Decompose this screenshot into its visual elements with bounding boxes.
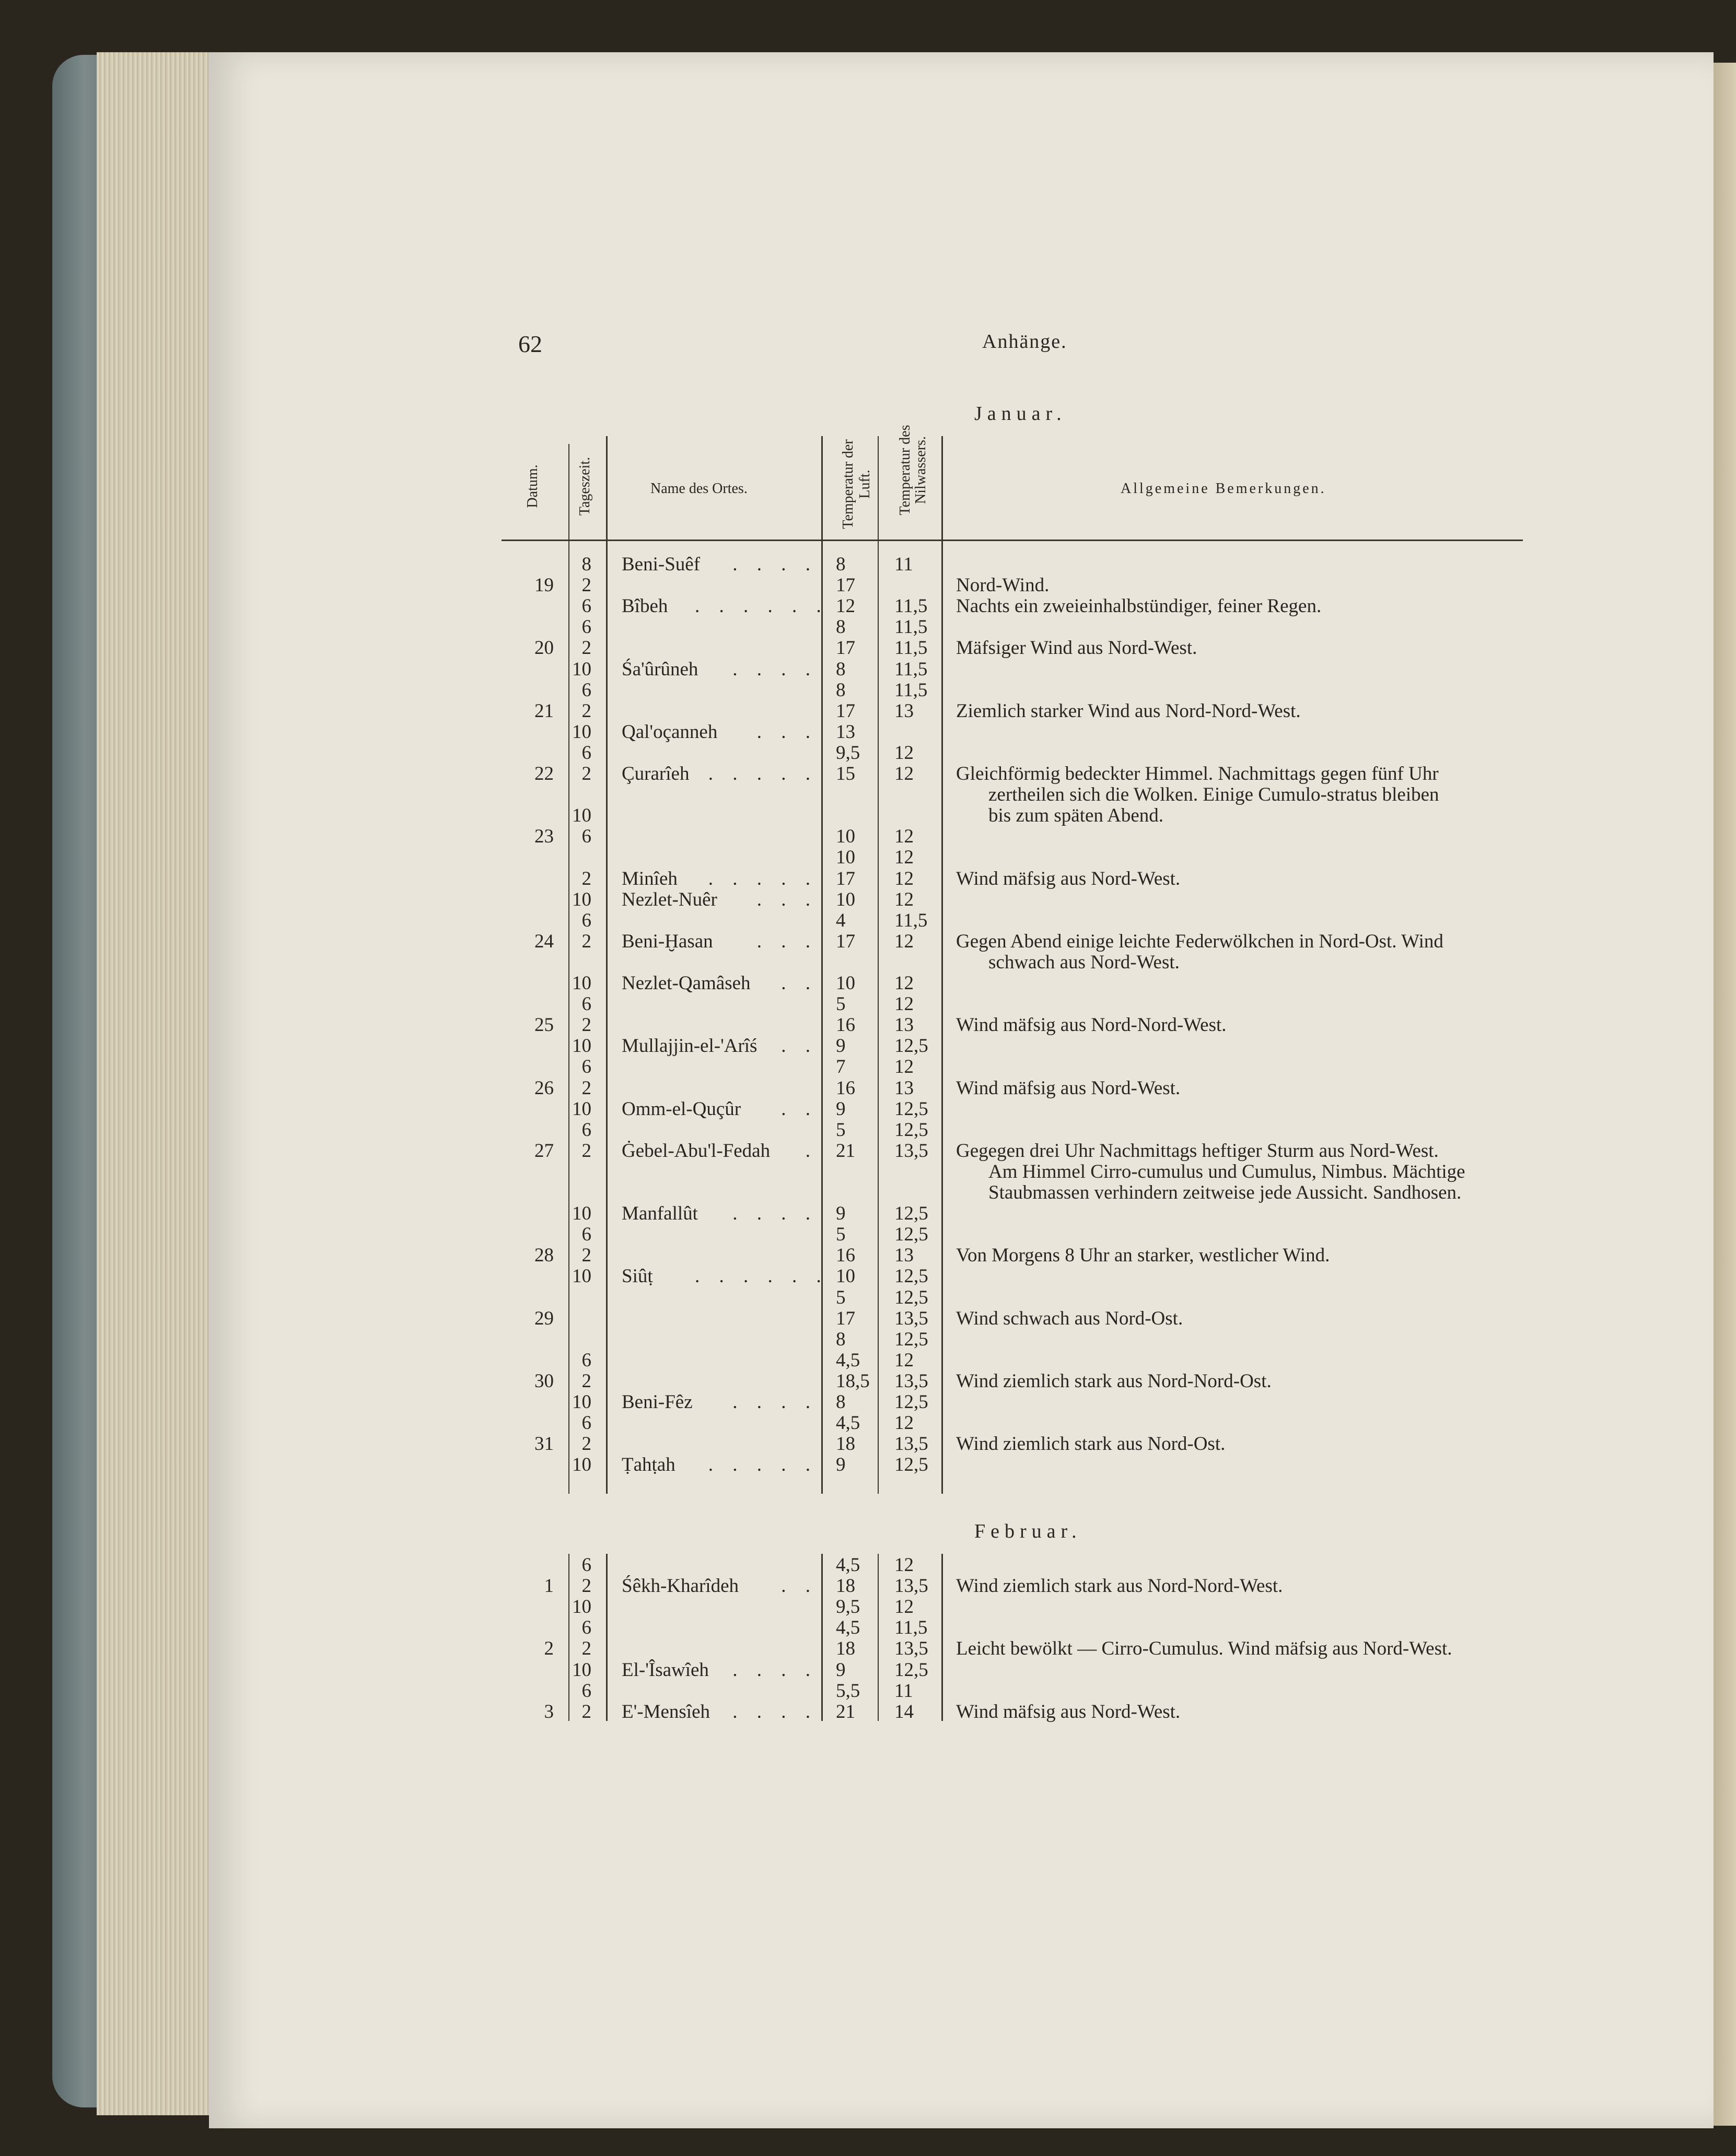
col-header-nil: Temperatur des Nilwassers. — [897, 425, 929, 515]
cell-tageszeit: 10 — [572, 1454, 591, 1476]
cell-temp-luft: 17 — [836, 700, 855, 722]
cell-leader-dots: . . . — [756, 888, 818, 910]
table-row — [0, 1099, 1736, 1119]
table-row — [0, 1141, 1736, 1161]
cell-bemerkung: bis zum späten Abend. — [988, 805, 1164, 827]
table-row — [0, 1183, 1736, 1203]
cell-bemerkung: schwach aus Nord-West. — [988, 951, 1180, 973]
cell-temp-luft: 4,5 — [836, 1617, 860, 1639]
cell-bemerkung: Wind ziemlich stark aus Nord-Nord-Ost. — [956, 1370, 1272, 1392]
cell-ort: Beni-Suêf — [622, 554, 701, 575]
cell-tageszeit: 10 — [572, 888, 591, 910]
table-row — [0, 1702, 1736, 1722]
cell-tageszeit: 8 — [581, 554, 591, 575]
cell-temp-luft: 17 — [836, 637, 855, 659]
cell-tageszeit: 6 — [581, 1056, 591, 1078]
cell-datum: 19 — [534, 575, 554, 596]
cell-bemerkung: Wind mäfsig aus Nord-West. — [956, 1077, 1181, 1099]
cell-temp-luft: 10 — [836, 972, 855, 994]
table-row — [0, 1392, 1736, 1412]
cell-bemerkung: Wind ziemlich stark aus Nord-Ost. — [956, 1433, 1226, 1455]
table-row — [0, 785, 1736, 805]
cell-temp-nil: 12 — [894, 826, 914, 848]
table-row — [0, 1576, 1736, 1596]
table-row — [0, 1057, 1736, 1077]
table-row — [0, 701, 1736, 721]
table-row — [0, 1597, 1736, 1617]
cell-tageszeit: 2 — [581, 1014, 591, 1036]
cell-leader-dots: . . — [781, 1575, 818, 1597]
cell-temp-luft: 7 — [836, 1056, 846, 1078]
cell-temp-luft: 9,5 — [836, 1596, 860, 1618]
table-row — [0, 1267, 1736, 1286]
cell-tageszeit: 6 — [581, 679, 591, 701]
cell-temp-luft: 17 — [836, 1307, 855, 1329]
cell-temp-nil: 12 — [894, 742, 914, 764]
cell-ort: Ṭahṭah — [622, 1454, 675, 1476]
cell-temp-nil: 13 — [894, 1077, 914, 1099]
cell-ort: Manfallût — [622, 1203, 698, 1225]
table-row — [0, 1455, 1736, 1475]
cell-bemerkung: Gleichförmig bedeckter Himmel. Nachmittags gegen fünf Uhr — [956, 763, 1439, 784]
cell-tageszeit: 2 — [581, 930, 591, 952]
table-row — [0, 1351, 1736, 1370]
table-row — [0, 1079, 1736, 1098]
table-row — [0, 974, 1736, 993]
cell-datum: 20 — [534, 637, 554, 659]
cell-leader-dots: . . — [781, 1098, 818, 1120]
cell-bemerkung: Gegegen drei Uhr Nachmittags heftiger Sturm aus Nord-West. — [956, 1140, 1439, 1162]
cell-temp-nil: 11,5 — [894, 658, 928, 680]
cell-temp-luft: 18,5 — [836, 1370, 870, 1392]
cell-ort: Mullajjin-el-'Arîś — [622, 1035, 758, 1057]
cell-temp-luft: 4 — [836, 909, 846, 931]
table-row — [0, 1434, 1736, 1454]
table-row — [0, 1120, 1736, 1140]
col-header-luft: Temperatur der Luft. — [840, 439, 873, 529]
cell-leader-dots: . . — [781, 972, 818, 994]
cell-bemerkung: Mäfsiger Wind aus Nord-West. — [956, 637, 1197, 659]
cell-tageszeit: 6 — [581, 1680, 591, 1702]
cell-tageszeit: 6 — [581, 616, 591, 638]
table-row — [0, 1309, 1736, 1329]
cell-temp-luft: 4,5 — [836, 1412, 860, 1434]
cell-tageszeit: 10 — [572, 658, 591, 680]
cell-tageszeit: 10 — [572, 1203, 591, 1225]
cell-datum: 27 — [534, 1140, 554, 1162]
cell-temp-nil: 12,5 — [894, 1391, 928, 1413]
cell-temp-luft: 17 — [836, 575, 855, 596]
cell-temp-luft: 13 — [836, 721, 855, 743]
cell-temp-nil: 14 — [894, 1701, 914, 1723]
cell-bemerkung: Von Morgens 8 Uhr an starker, westlicher Wind. — [956, 1245, 1330, 1267]
cell-temp-luft: 18 — [836, 1638, 855, 1660]
cell-bemerkung: Staubmassen verhindern zeitweise jede Aussicht. Sandhosen. — [988, 1182, 1462, 1203]
cell-temp-luft: 5 — [836, 1119, 846, 1141]
cell-ort: Bîbeh — [622, 595, 668, 617]
table-row — [0, 555, 1736, 575]
cell-leader-dots: . . . . . — [708, 1454, 818, 1476]
cell-temp-nil: 12 — [894, 1056, 914, 1078]
cell-temp-luft: 5 — [836, 1224, 846, 1246]
cell-leader-dots: . . . . . . — [695, 1266, 829, 1287]
cell-temp-nil: 13 — [894, 700, 914, 722]
cell-ort: Nezlet-Nuêr — [622, 888, 717, 910]
cell-ort: Ġebel-Abu'l-Fedah — [622, 1140, 771, 1162]
cell-bemerkung: Wind mäfsig aus Nord-West. — [956, 868, 1181, 889]
table-row — [0, 596, 1736, 616]
table-row — [0, 1162, 1736, 1182]
cell-temp-nil: 11 — [894, 554, 913, 575]
table-row — [0, 911, 1736, 931]
cell-temp-nil: 11,5 — [894, 679, 928, 701]
cell-tageszeit: 6 — [581, 742, 591, 764]
cell-temp-nil: 11,5 — [894, 595, 928, 617]
table-row — [0, 722, 1736, 742]
cell-leader-dots: . . . . — [732, 1701, 818, 1723]
cell-ort: Beni-Ḫasan — [622, 930, 713, 952]
cell-tageszeit: 10 — [572, 1596, 591, 1618]
cell-temp-luft: 8 — [836, 554, 846, 575]
cell-ort: Qal'oçanneh — [622, 721, 718, 743]
cell-leader-dots: . . . . — [732, 1659, 818, 1681]
cell-tageszeit: 2 — [581, 1077, 591, 1099]
cell-temp-nil: 12 — [894, 1412, 914, 1434]
cell-tageszeit: 2 — [581, 763, 591, 784]
cell-temp-nil: 12 — [894, 868, 914, 889]
cell-bemerkung: Ziemlich starker Wind aus Nord-Nord-West. — [956, 700, 1301, 722]
cell-tageszeit: 6 — [581, 1224, 591, 1246]
cell-temp-luft: 10 — [836, 847, 855, 869]
cell-tageszeit: 2 — [581, 868, 591, 889]
cell-temp-nil: 11,5 — [894, 637, 928, 659]
cell-leader-dots: . . . . . — [708, 868, 818, 889]
cell-temp-nil: 13,5 — [894, 1575, 928, 1597]
cell-temp-nil: 13,5 — [894, 1307, 928, 1329]
cell-temp-luft: 17 — [836, 868, 855, 889]
month-heading-januar: Januar. — [974, 403, 1067, 425]
cell-temp-nil: 12,5 — [894, 1286, 928, 1308]
cell-tageszeit: 2 — [581, 1701, 591, 1723]
cell-temp-nil: 12,5 — [894, 1328, 928, 1350]
table-row — [0, 1036, 1736, 1056]
table-row — [0, 617, 1736, 637]
table-row — [0, 576, 1736, 595]
cell-leader-dots: . . . . . . — [695, 595, 829, 617]
cell-tageszeit: 6 — [581, 993, 591, 1015]
cell-temp-luft: 10 — [836, 826, 855, 848]
cell-ort: Beni-Fêz — [622, 1391, 693, 1413]
cell-tageszeit: 2 — [581, 637, 591, 659]
cell-datum: 21 — [534, 700, 554, 722]
table-row — [0, 660, 1736, 679]
cell-temp-nil: 11 — [894, 1680, 913, 1702]
cell-temp-nil: 12 — [894, 1554, 914, 1576]
table-row — [0, 638, 1736, 658]
cell-temp-luft: 16 — [836, 1245, 855, 1267]
cell-ort: Śa'ûrûneh — [622, 658, 698, 680]
cell-temp-nil: 11,5 — [894, 1617, 928, 1639]
cell-temp-luft: 9,5 — [836, 742, 860, 764]
cell-bemerkung: Wind mäfsig aus Nord-West. — [956, 1701, 1181, 1723]
cell-temp-nil: 12,5 — [894, 1035, 928, 1057]
table-row — [0, 848, 1736, 868]
table-row — [0, 1015, 1736, 1035]
cell-temp-luft: 9 — [836, 1098, 846, 1120]
cell-temp-luft: 9 — [836, 1035, 846, 1057]
cell-ort: Minîeh — [622, 868, 678, 889]
cell-datum: 26 — [534, 1077, 554, 1099]
table-row — [0, 953, 1736, 972]
cell-temp-nil: 12 — [894, 1349, 914, 1371]
cell-tageszeit: 6 — [581, 1349, 591, 1371]
table-row — [0, 1372, 1736, 1391]
cell-datum: 3 — [544, 1701, 554, 1723]
cell-temp-nil: 13,5 — [894, 1638, 928, 1660]
cell-temp-luft: 8 — [836, 658, 846, 680]
cell-tageszeit: 10 — [572, 1035, 591, 1057]
cell-temp-nil: 12 — [894, 763, 914, 784]
table-row — [0, 1225, 1736, 1245]
header-rule — [502, 540, 1523, 541]
cell-datum: 1 — [544, 1575, 554, 1597]
cell-temp-luft: 15 — [836, 763, 855, 784]
cell-bemerkung: Nachts ein zweieinhalbstündiger, feiner Regen. — [956, 595, 1322, 617]
cell-tageszeit: 10 — [572, 721, 591, 743]
cell-leader-dots: . . . — [756, 930, 818, 952]
cell-temp-nil: 11,5 — [894, 909, 928, 931]
cell-temp-nil: 13,5 — [894, 1370, 928, 1392]
table-row — [0, 1660, 1736, 1680]
cell-tageszeit: 10 — [572, 805, 591, 827]
cell-datum: 22 — [534, 763, 554, 784]
cell-tageszeit: 2 — [581, 1245, 591, 1267]
table-row — [0, 1330, 1736, 1350]
cell-leader-dots: . . . . — [732, 658, 818, 680]
cell-tageszeit: 10 — [572, 1098, 591, 1120]
cell-bemerkung: Wind mäfsig aus Nord-Nord-West. — [956, 1014, 1227, 1036]
cell-temp-luft: 21 — [836, 1701, 855, 1723]
cell-temp-luft: 8 — [836, 1328, 846, 1350]
cell-leader-dots: . . . . — [732, 554, 818, 575]
cell-temp-nil: 13 — [894, 1014, 914, 1036]
col-header-datum: Datum. — [525, 464, 541, 508]
cell-temp-luft: 18 — [836, 1575, 855, 1597]
table-row — [0, 827, 1736, 847]
cell-leader-dots: . — [805, 1140, 818, 1162]
cell-temp-nil: 13 — [894, 1245, 914, 1267]
table-row — [0, 764, 1736, 784]
cell-temp-luft: 21 — [836, 1140, 855, 1162]
cell-tageszeit: 6 — [581, 1412, 591, 1434]
cell-datum: 28 — [534, 1245, 554, 1267]
cell-datum: 30 — [534, 1370, 554, 1392]
cell-temp-luft: 8 — [836, 616, 846, 638]
table-row — [0, 806, 1736, 826]
cell-temp-nil: 12,5 — [894, 1119, 928, 1141]
cell-temp-nil: 12,5 — [894, 1659, 928, 1681]
cell-leader-dots: . . . — [756, 721, 818, 743]
cell-temp-luft: 4,5 — [836, 1554, 860, 1576]
cell-temp-luft: 9 — [836, 1454, 846, 1476]
table-row — [0, 1204, 1736, 1224]
cell-bemerkung: Leicht bewölkt — Cirro-Cumulus. Wind mäfsig aus Nord-West. — [956, 1638, 1452, 1660]
cell-bemerkung: Wind schwach aus Nord-Ost. — [956, 1307, 1183, 1329]
cell-tageszeit: 6 — [581, 595, 591, 617]
table-row — [0, 1288, 1736, 1308]
cell-bemerkung: zertheilen sich die Wolken. Einige Cumulo-stratus bleiben — [988, 784, 1439, 806]
cell-temp-luft: 5 — [836, 993, 846, 1015]
cell-tageszeit: 10 — [572, 1659, 591, 1681]
cell-datum: 31 — [534, 1433, 554, 1455]
cell-leader-dots: . . . . . — [708, 763, 818, 784]
cell-tageszeit: 6 — [581, 909, 591, 931]
table-row — [0, 869, 1736, 889]
cell-temp-luft: 10 — [836, 1266, 855, 1287]
cell-tageszeit: 6 — [581, 1119, 591, 1141]
col-header-tageszeit: Tageszeit. — [577, 456, 593, 516]
table-row — [0, 743, 1736, 763]
cell-temp-luft: 10 — [836, 888, 855, 910]
cell-tageszeit: 2 — [581, 1433, 591, 1455]
cell-tageszeit: 10 — [572, 972, 591, 994]
cell-ort: Nezlet-Qamâseh — [622, 972, 751, 994]
cell-temp-nil: 13,5 — [894, 1140, 928, 1162]
page-number: 62 — [518, 331, 542, 357]
cell-tageszeit: 6 — [581, 1554, 591, 1576]
cell-tageszeit: 6 — [581, 1617, 591, 1639]
cell-datum: 25 — [534, 1014, 554, 1036]
cell-temp-luft: 18 — [836, 1433, 855, 1455]
cell-temp-luft: 16 — [836, 1077, 855, 1099]
cell-temp-nil: 12 — [894, 847, 914, 869]
cell-datum: 29 — [534, 1307, 554, 1329]
cell-tageszeit: 10 — [572, 1391, 591, 1413]
table-row — [0, 1555, 1736, 1575]
cell-tageszeit: 2 — [581, 1370, 591, 1392]
cell-temp-luft: 12 — [836, 595, 855, 617]
cell-temp-luft: 9 — [836, 1203, 846, 1225]
cell-leader-dots: . . . . — [732, 1391, 818, 1413]
cell-ort: Omm-el-Quçûr — [622, 1098, 741, 1120]
col-header-bemerkungen: Allgemeine Bemerkungen. — [1121, 481, 1326, 497]
table-row — [0, 1413, 1736, 1433]
col-header-ort: Name des Ortes. — [650, 481, 748, 497]
cell-tageszeit: 2 — [581, 1638, 591, 1660]
cell-tageszeit: 2 — [581, 1140, 591, 1162]
cell-tageszeit: 2 — [581, 575, 591, 596]
cell-temp-nil: 12,5 — [894, 1266, 928, 1287]
cell-bemerkung: Am Himmel Cirro-cumulus und Cumulus, Nimbus. Mächtige — [988, 1161, 1465, 1182]
cell-ort: El-'Îsawîeh — [622, 1659, 709, 1681]
table-row — [0, 681, 1736, 700]
cell-temp-luft: 8 — [836, 679, 846, 701]
cell-temp-luft: 5 — [836, 1286, 846, 1308]
cell-datum: 2 — [544, 1638, 554, 1660]
cell-datum: 24 — [534, 930, 554, 952]
cell-ort: Śêkh-Kharîdeh — [622, 1575, 739, 1597]
cell-temp-nil: 12 — [894, 972, 914, 994]
table-row — [0, 1618, 1736, 1638]
table-row — [0, 1246, 1736, 1266]
table-row — [0, 932, 1736, 952]
cell-temp-luft: 16 — [836, 1014, 855, 1036]
cell-ort: E'-Mensîeh — [622, 1701, 710, 1723]
table-row — [0, 994, 1736, 1014]
cell-leader-dots: . . . . — [732, 1203, 818, 1225]
cell-tageszeit: 10 — [572, 1266, 591, 1287]
cell-temp-nil: 12 — [894, 930, 914, 952]
cell-bemerkung: Gegen Abend einige leichte Federwölkchen in Nord-Ost. Wind — [956, 930, 1443, 952]
table-row — [0, 1639, 1736, 1659]
cell-temp-luft: 17 — [836, 930, 855, 952]
cell-temp-nil: 12,5 — [894, 1203, 928, 1225]
cell-tageszeit: 2 — [581, 700, 591, 722]
cell-temp-nil: 13,5 — [894, 1433, 928, 1455]
cell-ort: Çurarîeh — [622, 763, 690, 784]
cell-temp-nil: 12,5 — [894, 1098, 928, 1120]
month-heading-februar: Februar. — [974, 1520, 1082, 1542]
cell-temp-nil: 12 — [894, 888, 914, 910]
cell-temp-luft: 8 — [836, 1391, 846, 1413]
cell-leader-dots: . . — [781, 1035, 818, 1057]
cell-datum: 23 — [534, 826, 554, 848]
cell-bemerkung: Nord-Wind. — [956, 575, 1050, 596]
cell-temp-nil: 12 — [894, 993, 914, 1015]
running-title: Anhänge. — [982, 331, 1067, 353]
table-row — [0, 890, 1736, 910]
cell-tageszeit: 6 — [581, 826, 591, 848]
cell-temp-luft: 9 — [836, 1659, 846, 1681]
cell-temp-luft: 5,5 — [836, 1680, 860, 1702]
cell-temp-nil: 12 — [894, 1596, 914, 1618]
cell-temp-luft: 4,5 — [836, 1349, 860, 1371]
cell-temp-nil: 12,5 — [894, 1454, 928, 1476]
cell-ort: Siûṭ — [622, 1266, 653, 1287]
cell-temp-nil: 11,5 — [894, 616, 928, 638]
cell-tageszeit: 2 — [581, 1575, 591, 1597]
cell-bemerkung: Wind ziemlich stark aus Nord-Nord-West. — [956, 1575, 1283, 1597]
cell-temp-nil: 12,5 — [894, 1224, 928, 1246]
table-row — [0, 1681, 1736, 1701]
